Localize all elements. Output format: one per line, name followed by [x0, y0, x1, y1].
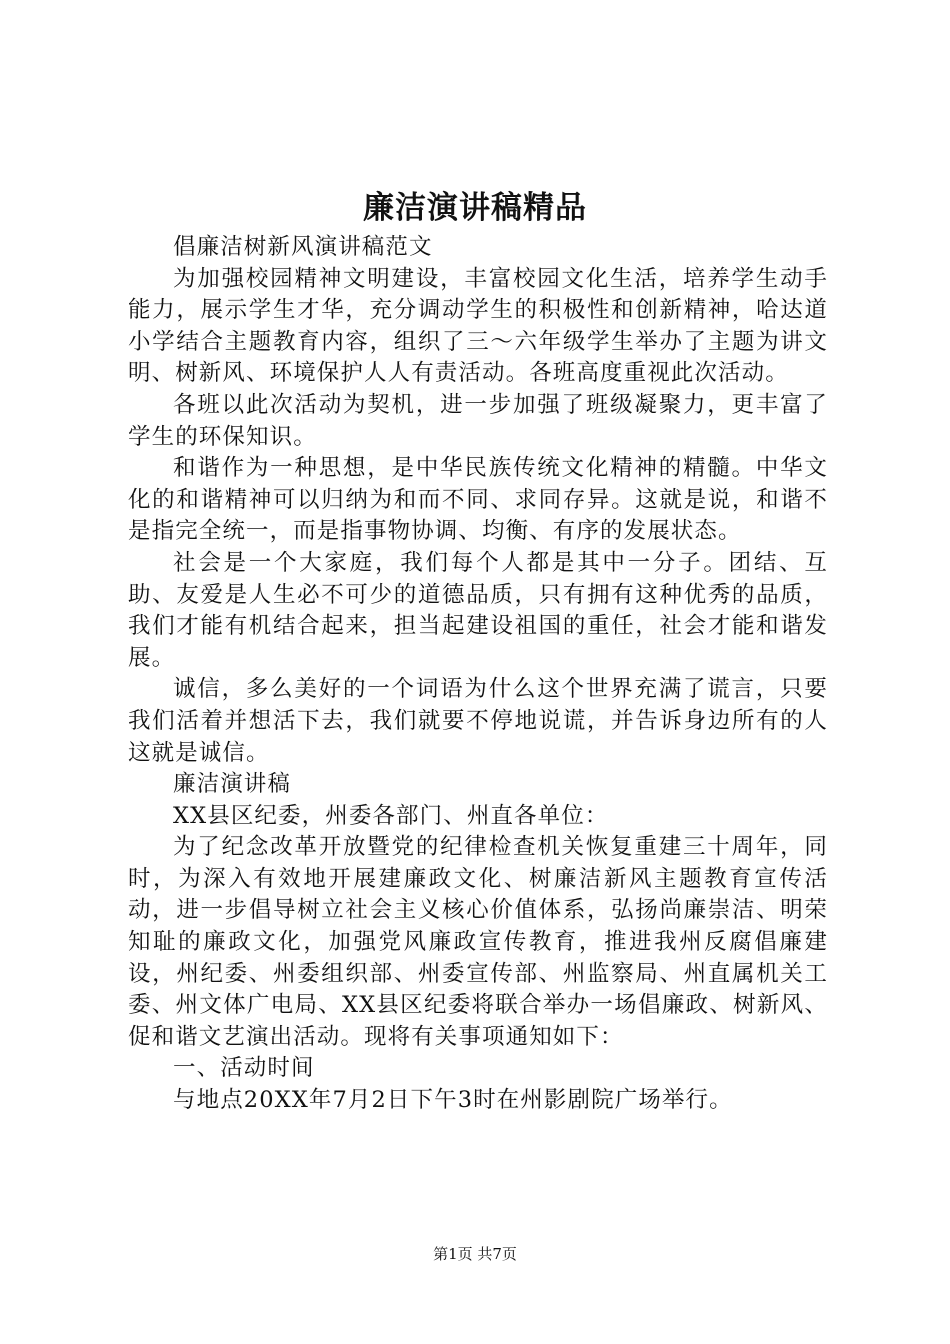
paragraph-salutation: XX县区纪委，州委各部门、州直各单位：	[173, 802, 609, 829]
page-footer: 第1页 共7页	[433, 1245, 517, 1263]
paragraph: 各班以此次活动为契机，进一步加强了班级凝聚力，更丰富了学生的环保知识。	[128, 391, 828, 450]
paragraph-heading: 廉洁演讲稿	[173, 771, 292, 798]
paragraph: 为了纪念改革开放暨党的纪律检查机关恢复重建三十周年，同时，为深入有效地开展建廉政文化、树廉洁新风主题教育宣传活动，进一步倡导树立社会主义核心价值体系，弘扬尚廉崇洁、明荣知耻的廉政文化，加强党风廉政宣传教育，推进我州反腐倡廉建设，州纪委、州委组织部、州委宣传部、州监察局、州直属机关工委、州文体广电局、XX县区纪委将联合举办一场倡廉政、树新风、促和谐文艺演出活动。现将有关事项通知如下：	[128, 834, 828, 1050]
paragraph: 为加强校园精神文明建设，丰富校园文化生活，培养学生动手能力，展示学生才华，充分调动学生的积极性和创新精神，哈达道小学结合主题教育内容，组织了三～六年级学生举办了主题为讲文明、树新风、环境保护人人有责活动。各班高度重视此次活动。	[128, 265, 828, 387]
document-body	[128, 232, 828, 1117]
document-title: 廉洁演讲稿精品	[363, 190, 587, 226]
paragraph-subtitle: 倡廉洁树新风演讲稿范文	[173, 234, 433, 260]
paragraph: 社会是一个大家庭，我们每个人都是其中一分子。团结、互助、友爱是人生必不可少的道德品质，只有拥有这种优秀的品质，我们才能有机结合起来，担当起建设祖国的重任，社会才能和谐发展。	[128, 549, 828, 671]
paragraph: 与地点20XX年7月2日下午3时在州影剧院广场举行。	[173, 1087, 733, 1114]
paragraph-section-heading: 一、活动时间	[173, 1055, 315, 1082]
paragraph: 和谐作为一种思想，是中华民族传统文化精神的精髓。中华文化的和谐精神可以归纳为和而不同、求同存异。这就是说，和谐不是指完全统一，而是指事物协调、均衡、有序的发展状态。	[128, 455, 828, 545]
paragraph: 诚信，多么美好的一个词语为什么这个世界充满了谎言，只要我们活着并想活下去，我们就要不停地说谎，并告诉身边所有的人这就是诚信。	[128, 676, 828, 766]
